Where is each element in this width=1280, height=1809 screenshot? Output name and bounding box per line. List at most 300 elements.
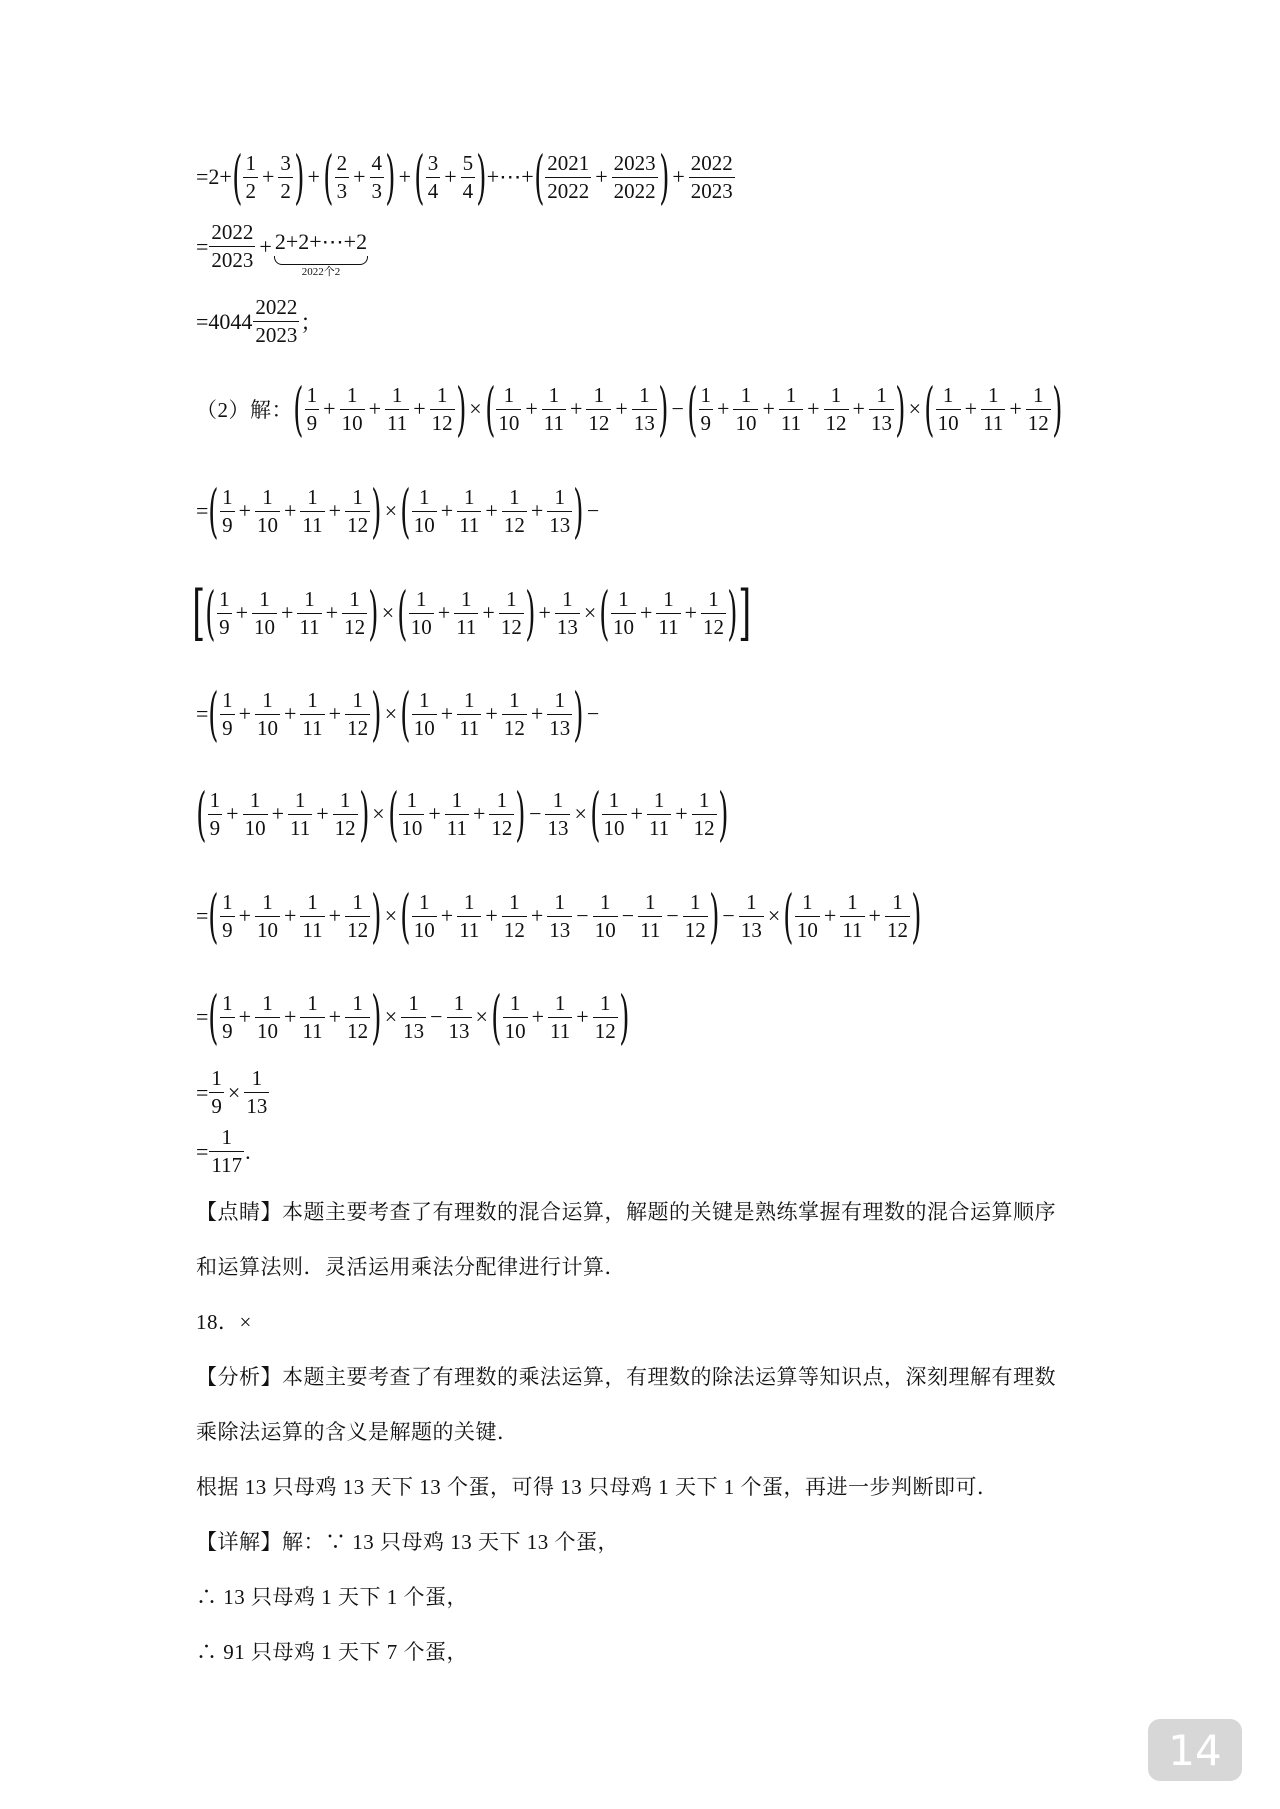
fraction [555,586,580,639]
parenthesized-group [491,983,630,1051]
math-symbol: = [196,1004,209,1029]
fraction [545,787,570,840]
operator: + [238,1004,251,1029]
underbrace-content: 2+2+⋯+2 [274,229,368,254]
page-number-badge: 14 [1148,1719,1242,1781]
numerator: 1 [222,990,233,1015]
numerator: 1 [352,484,363,509]
operator: × [574,801,587,826]
question-18: 18．× [196,1310,252,1334]
numerator: 1 [262,687,273,712]
fraction [502,889,527,942]
operator: + [525,396,538,421]
operator: + [325,600,339,625]
operator: + [473,801,486,826]
numerator: 1 [352,990,363,1015]
numerator: 1 [1033,382,1044,407]
xiangjie-line: 【详解】解：∵ 13 只母鸡 13 天下 13 个蛋， [196,1530,619,1554]
numerator: 1 [663,586,674,611]
operator: × [384,903,398,928]
underbrace-label: 2022个2 [301,266,341,278]
denominator: 11 [302,512,323,537]
denominator: 10 [603,815,625,840]
fraction [345,990,370,1043]
denominator: 2022 [547,178,590,203]
numerator: 1 [698,787,710,812]
numerator: 1 [509,687,520,712]
operator: + [283,498,297,523]
denominator: 2023 [690,178,733,203]
fraction [412,889,437,942]
solution-2-line-5 [196,882,922,950]
math-symbol: = [196,1138,209,1164]
fraction [409,586,434,639]
operator: + [639,600,653,625]
denominator: 12 [491,815,513,840]
numerator: 1 [251,1066,263,1090]
right-paren: ) [895,375,906,443]
left-paren: ( [599,579,610,647]
math-symbol: = [196,903,209,928]
denominator: 10 [256,715,278,740]
fraction [542,382,566,435]
operator: + [852,396,865,421]
numerator: 1 [618,586,629,611]
denominator: 11 [550,1018,571,1043]
genju-line: 根据 13 只母鸡 13 天下 13 个蛋，可得 13 只母鸡 1 天下 1 个蛋，再进一步判断即可． [196,1475,999,1499]
fraction [426,150,441,203]
operator: + [530,903,544,928]
fraction [401,990,426,1043]
denominator: 10 [401,815,423,840]
operator: − [529,801,542,826]
right-paren: ) [455,375,467,443]
denominator: 10 [735,410,757,435]
operator: × [908,396,922,421]
math-symbol: = [196,1079,209,1105]
numerator: 1 [892,889,903,914]
operator: + [328,498,342,523]
right-bracket: ] [737,578,751,648]
fraction [220,484,235,537]
operator: × [583,600,597,625]
fraction [253,297,299,346]
fraction [689,150,735,203]
denominator: 9 [219,614,230,639]
denominator: 11 [543,410,564,435]
denominator: 10 [504,1018,526,1043]
fraction [1026,382,1051,435]
denominator: 2022 [613,178,656,203]
operator: + [615,396,628,421]
fraction [345,484,370,537]
parenthesized-group [205,579,379,647]
numerator: 1 [876,382,887,407]
denominator: 9 [222,1018,233,1043]
denominator: 10 [413,715,435,740]
operator: + [672,164,685,189]
denominator: 12 [347,512,369,537]
parenthesized-group [400,477,584,545]
denominator: 4 [427,178,439,203]
operator: × [475,1004,488,1029]
operator: + [323,396,336,421]
operator: − [586,498,600,523]
math-symbol: = [196,233,209,259]
numerator: 1 [209,787,221,812]
numerator: 1 [262,889,273,914]
numerator: 1 [746,889,757,914]
left-paren: ( [400,882,411,950]
denominator: 11 [299,614,320,639]
fraction [345,687,370,740]
fraction [209,222,255,271]
denominator: 13 [633,410,655,435]
fraction [656,586,680,639]
fraction [795,889,820,942]
numerator: 1 [599,990,611,1015]
denominator: 10 [413,917,435,942]
fraction [647,787,671,840]
operator: + [675,801,688,826]
numerator: 1 [222,484,233,509]
denominator: 10 [253,614,275,639]
operator: + [261,164,275,189]
numerator: 1 [554,990,566,1015]
denominator: 12 [431,410,453,435]
numerator: 1 [307,889,318,914]
fraction [340,382,365,435]
operator: + [595,164,608,189]
numerator: 1 [802,889,813,914]
operator: + [238,903,251,928]
numerator: 1 [554,484,566,509]
fraction [208,787,223,840]
denominator: 9 [222,917,233,942]
numerator: 1 [509,484,520,509]
left-paren: ( [400,477,411,545]
fraction [220,687,235,740]
solution-2-line-3 [196,680,602,748]
denominator: 10 [413,512,435,537]
parenthesized-group [783,882,922,950]
numerator: 1 [700,382,712,407]
numerator: 1 [785,382,797,407]
math-symbol: =4044 [196,308,253,334]
fraction [503,990,528,1043]
denominator: 12 [347,715,369,740]
numerator: 2022 [211,220,254,244]
parenthesized-group [687,375,906,443]
denominator: 12 [693,815,715,840]
numerator: 1 [352,687,363,712]
fraction [300,687,324,740]
fraction [457,889,481,942]
operator: + [807,396,820,421]
numerator: 1 [346,382,358,407]
operator: + [283,1004,297,1029]
right-paren: ) [371,882,382,950]
numerator: 1 [245,150,256,175]
numerator: 1 [419,687,430,712]
denominator: 13 [549,512,571,537]
numerator: 1 [740,382,752,407]
denominator: 11 [983,410,1004,435]
parenthesized-group [387,780,526,848]
fraction [692,787,717,840]
fraction [220,990,235,1043]
numerator: 2023 [613,150,656,175]
operator: − [666,903,679,928]
operator: × [227,1079,241,1105]
left-paren: ( [208,983,219,1051]
fraction [499,586,524,639]
operator: + [823,903,837,928]
numerator: 1 [408,990,419,1015]
denominator: 11 [289,815,311,840]
numerator: 1 [552,787,564,812]
operator: × [469,396,482,421]
operator: + [482,600,495,625]
denominator: 12 [594,1018,616,1043]
math-symbol: = [196,498,209,523]
fraction [288,787,312,840]
fraction [496,382,521,435]
parenthesized-group [196,780,370,848]
operator: − [430,1004,443,1029]
fraction [305,382,320,435]
left-bracket: [ [192,578,206,648]
operator: + [485,903,498,928]
denominator: 11 [842,917,863,942]
left-paren: ( [484,375,496,443]
denominator: 10 [594,917,616,942]
denominator: 9 [222,715,233,740]
numerator: 1 [593,382,605,407]
math-symbol: =2+ [196,164,232,189]
numerator: 1 [464,889,475,914]
left-paren: ( [400,680,411,748]
operator: + [440,498,454,523]
right-paren: ) [727,579,738,647]
fraction [612,150,658,203]
right-paren: ) [573,477,584,545]
fraction [243,150,258,203]
operator: + [964,396,978,421]
therefore-line-2: ∴ 91 只母鸡 1 天下 7 个蛋， [196,1640,468,1664]
numerator: 1 [349,586,360,611]
left-paren: ( [783,882,794,950]
dianjing-line-2: 和运算法则．灵活运用乘法分配律进行计算． [196,1255,626,1279]
brace-shape [274,256,368,265]
fenxi-line-2: 乘除法运算的含义是解题的关键． [196,1420,519,1444]
right-paren: ) [525,579,536,647]
numerator: 1 [391,382,403,407]
numerator: 1 [451,787,463,812]
solution-2-line-8 [196,1127,251,1176]
fraction [699,382,714,435]
right-paren: ) [371,680,382,748]
operator: + [444,164,457,189]
parenthesized-group [924,375,1063,443]
numerator: 1 [219,586,230,611]
denominator: 11 [459,917,480,942]
parenthesized-group [400,882,720,950]
numerator: 1 [562,586,573,611]
operator: + [440,701,454,726]
operator: + [570,396,583,421]
denominator: 9 [700,410,712,435]
denominator: 117 [211,1153,243,1177]
denominator: 11 [459,715,480,740]
numerator: 1 [599,889,611,914]
left-paren: ( [232,143,243,211]
underbrace [275,231,367,278]
numerator: 1 [942,382,954,407]
denominator: 10 [498,410,520,435]
denominator: 12 [588,410,610,435]
operator: + [353,164,366,189]
fraction [217,586,232,639]
operator: + [280,600,294,625]
denominator: 3 [371,178,383,203]
denominator: 12 [344,614,366,639]
operator: + [530,701,544,726]
fraction [300,889,324,942]
numerator: 1 [509,990,521,1015]
math-symbol: . [245,1138,251,1164]
right-paren: ) [708,882,720,950]
fraction [733,382,758,435]
fraction [430,382,455,435]
denominator: 10 [244,815,266,840]
parenthesized-group [400,680,584,748]
operator: + [368,396,381,421]
numerator: 4 [371,150,383,175]
left-paren: ( [208,680,219,748]
numerator: 2022 [255,295,298,319]
left-paren: ( [491,983,502,1051]
denominator: 2 [245,178,256,203]
fraction [252,586,277,639]
fenxi-line-1: 【分析】本题主要考查了有理数的乘法运算，有理数的除法运算等知识点，深刻理解有理数 [196,1365,1056,1389]
denominator: 11 [456,614,477,639]
fraction [593,990,618,1043]
numerator: 1 [307,484,318,509]
operator: + [328,701,342,726]
fraction [244,1068,269,1117]
fraction [345,889,370,942]
operator: + [530,498,544,523]
fraction [447,990,472,1043]
right-paren: ) [515,780,526,848]
operator: × [384,701,398,726]
operator: − [576,903,589,928]
numerator: 1 [339,787,351,812]
fraction [611,586,636,639]
right-paren: ) [358,780,370,848]
solution-2-line-4 [196,780,729,848]
solution-2-line-7 [196,1068,270,1117]
left-paren: ( [397,579,408,647]
operator: + [283,903,297,928]
fraction [220,889,235,942]
fraction [399,787,424,840]
numerator: 3 [427,150,439,175]
parenthesized-group [208,477,382,545]
numerator: 5 [462,150,474,175]
fraction [255,687,280,740]
operator: + [630,801,643,826]
operator: + [437,600,451,625]
solution-2-line-0 [196,375,1063,443]
parenthesized-group [293,375,467,443]
parenthesized-group [414,143,487,211]
numerator: 1 [262,484,273,509]
fraction [547,687,572,740]
operator: + [538,600,551,625]
denominator: 10 [341,410,363,435]
fraction [885,889,910,942]
numerator: 1 [304,586,315,611]
denominator: 10 [937,410,959,435]
numerator: 1 [464,687,475,712]
denominator: 13 [556,614,578,639]
fraction [457,687,481,740]
numerator: 1 [987,382,999,407]
denominator: 12 [503,917,525,942]
left-paren: ( [924,375,935,443]
fraction [638,889,662,942]
fraction [209,1127,244,1176]
numerator: 1 [644,889,656,914]
operator: + [398,164,412,189]
left-paren: ( [205,579,216,647]
denominator: 9 [211,1094,222,1118]
parenthesized-group [533,143,670,211]
fraction [454,586,478,639]
solution-2-line-1 [196,477,602,545]
operator: + [868,903,881,928]
denominator: 11 [302,917,323,942]
numerator: 2021 [547,150,590,175]
denominator: 12 [347,1018,369,1043]
numerator: 1 [222,687,233,712]
fraction [936,382,961,435]
operator: + [531,1004,545,1029]
equation-line-2 [196,220,368,278]
operator: + [1009,396,1022,421]
numerator: 1 [294,787,306,812]
fraction [502,687,527,740]
solution-2-line-2 [192,578,751,648]
fraction [278,150,293,203]
operator: + [413,396,426,421]
numerator: 1 [464,484,475,509]
numerator: 1 [307,990,318,1015]
numerator: 1 [503,382,515,407]
fraction [586,382,611,435]
denominator: 11 [302,1018,323,1043]
numerator: 1 [548,382,560,407]
fraction [548,990,572,1043]
numerator: 1 [259,586,270,611]
operator: + [428,801,441,826]
denominator: 11 [658,614,679,639]
numerator: 1 [453,990,465,1015]
numerator: 1 [211,1066,222,1090]
operator: + [717,396,730,421]
